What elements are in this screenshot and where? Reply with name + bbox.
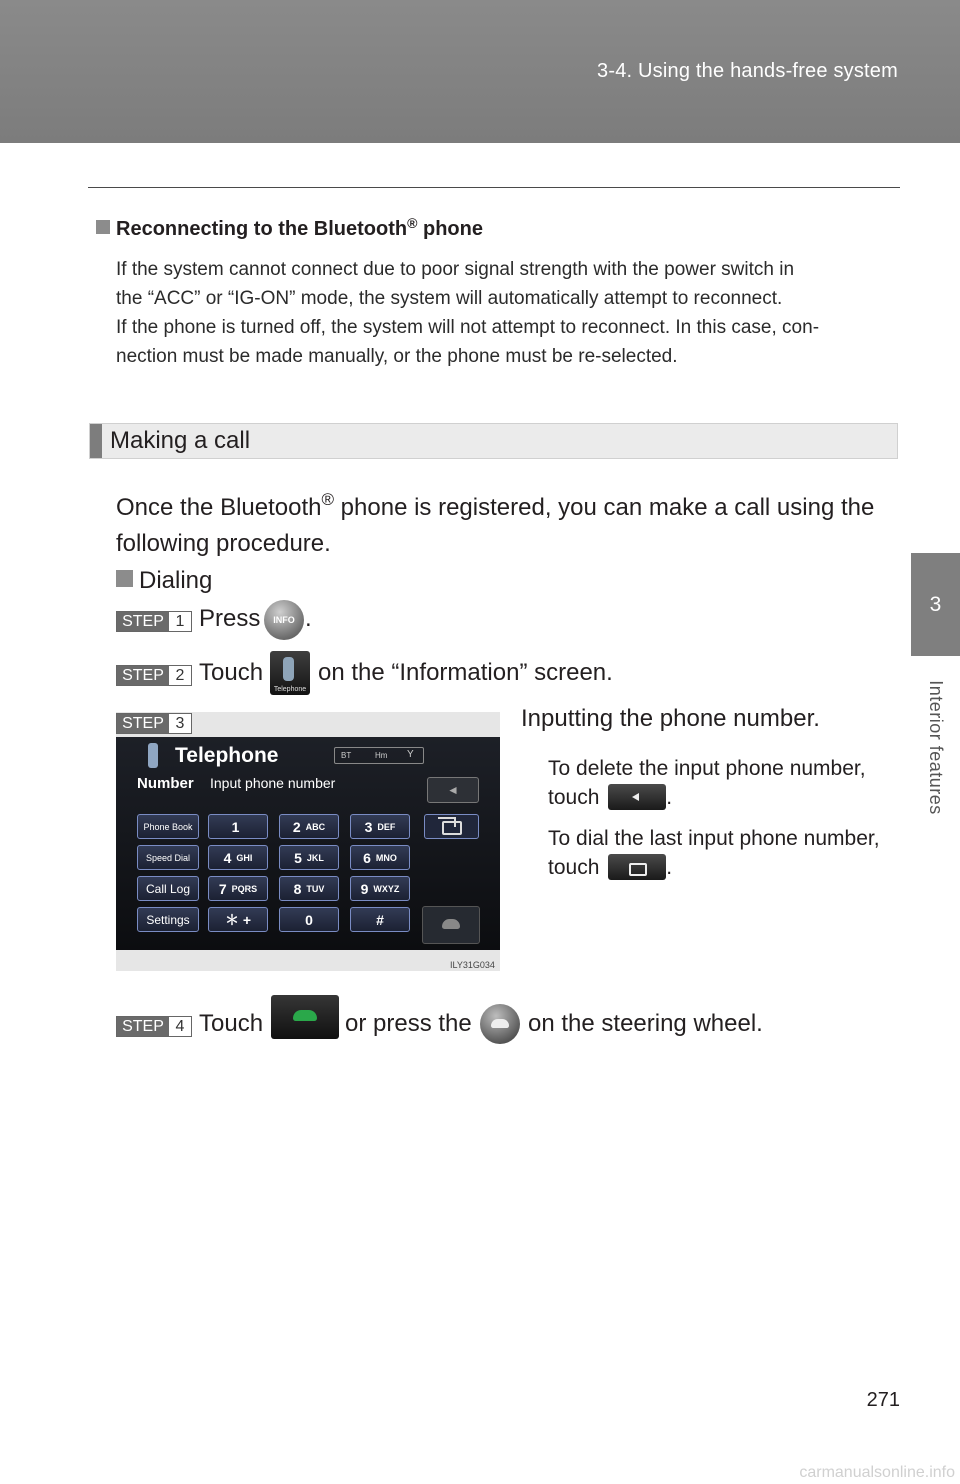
step-badge-4: STEP 4 [116,1016,192,1037]
key-3[interactable]: 3 DEF [350,814,410,839]
section-title: 3-4. Using the hands-free system [597,60,898,82]
redial-note-line2: touch . [548,856,673,879]
figure-code: ILY31G034 [450,960,495,970]
square-bullet-icon [96,220,110,234]
redial-button-icon [608,854,666,880]
top-rule [88,187,900,188]
chapter-tab[interactable] [911,553,960,656]
call-log-button[interactable]: Call Log [137,876,199,901]
step-2-text: Touch [199,659,264,686]
step-3-heading: Inputting the phone number. [521,705,820,732]
key-4[interactable]: 4 GHI [208,845,268,870]
telephone-screen [116,737,500,950]
intro-paragraph: Once the Bluetooth® phone is registered, you can make a call using the following procedure. [116,490,875,557]
reconnect-line: If the system cannot connect due to poor signal strength with the power switch in [116,259,795,280]
redial-icon [442,821,462,835]
step-4-end: on the steering wheel. [528,1010,763,1037]
key-star-plus[interactable]: ＊ + [208,907,268,932]
signal-icon: Y [407,749,414,760]
key-0[interactable]: 0 [279,907,339,932]
redial-button[interactable] [424,814,479,839]
handset-icon [148,743,158,768]
status-indicator: BT Hm Y [334,747,424,764]
step-1-end: . [305,605,312,632]
info-button-icon: INFO [264,600,304,640]
key-1[interactable]: 1 [208,814,268,839]
reconnect-line: the “ACC” or “IG-ON” mode, the system will automatically attempt to reconnect. [116,288,783,309]
key-hash[interactable]: # [350,907,410,932]
section-bar [89,423,898,459]
screen-title: Telephone [175,744,279,767]
reconnect-heading: Reconnecting to the Bluetooth® phone [96,215,483,241]
delete-button-icon [608,784,666,810]
call-button[interactable] [422,906,480,944]
step-4-text: Touch [199,1010,264,1037]
phone-number-input[interactable]: Input phone number [210,775,336,791]
key-8[interactable]: 8 TUV [279,876,339,901]
delete-note-line2: touch . [548,786,673,809]
step-4-middle: or press the [345,1010,472,1037]
settings-button[interactable]: Settings [137,907,199,932]
page-number: 271 [866,1389,900,1411]
phone-icon [442,919,460,929]
redial-note-line1: To dial the last input phone number, [548,827,880,850]
key-2[interactable]: 2 ABC [279,814,339,839]
steering-wheel-phone-icon [480,1004,520,1044]
number-label: Number [137,775,194,792]
call-button-icon [271,995,339,1039]
dialing-heading: Dialing [116,567,212,595]
step-2-end: on the “Information” screen. [318,659,613,686]
reconnect-line: nection must be made manually, or the phone must be re-selected. [116,346,678,367]
speed-dial-button[interactable]: Speed Dial [137,845,199,870]
step-badge-1: STEP 1 [116,611,192,632]
watermark: carmanualsonline.info [799,1464,955,1481]
key-7[interactable]: 7 PQRS [208,876,268,901]
reconnect-line: If the phone is turned off, the system will not attempt to reconnect. In this case, con- [116,317,820,338]
square-bullet-icon [116,570,133,587]
delete-button[interactable]: ◄ [427,777,479,803]
phone-icon [293,1010,317,1021]
delete-note-line1: To delete the input phone number, [548,757,866,780]
telephone-button-icon: Telephone [270,651,310,695]
chapter-label: Interior features [926,679,946,815]
chapter-number: 3 [929,592,942,616]
key-6[interactable]: 6 MNO [350,845,410,870]
section-title-making-call: Making a call [110,427,251,454]
step-badge-2: STEP 2 [116,665,192,686]
key-9[interactable]: 9 WXYZ [350,876,410,901]
step-1-text: Press [199,605,261,632]
step-badge-3: STEP 3 [116,713,192,734]
section-accent [90,424,102,458]
handset-icon [283,657,294,681]
key-5[interactable]: 5 JKL [279,845,339,870]
phone-book-button[interactable]: Phone Book [137,814,199,839]
